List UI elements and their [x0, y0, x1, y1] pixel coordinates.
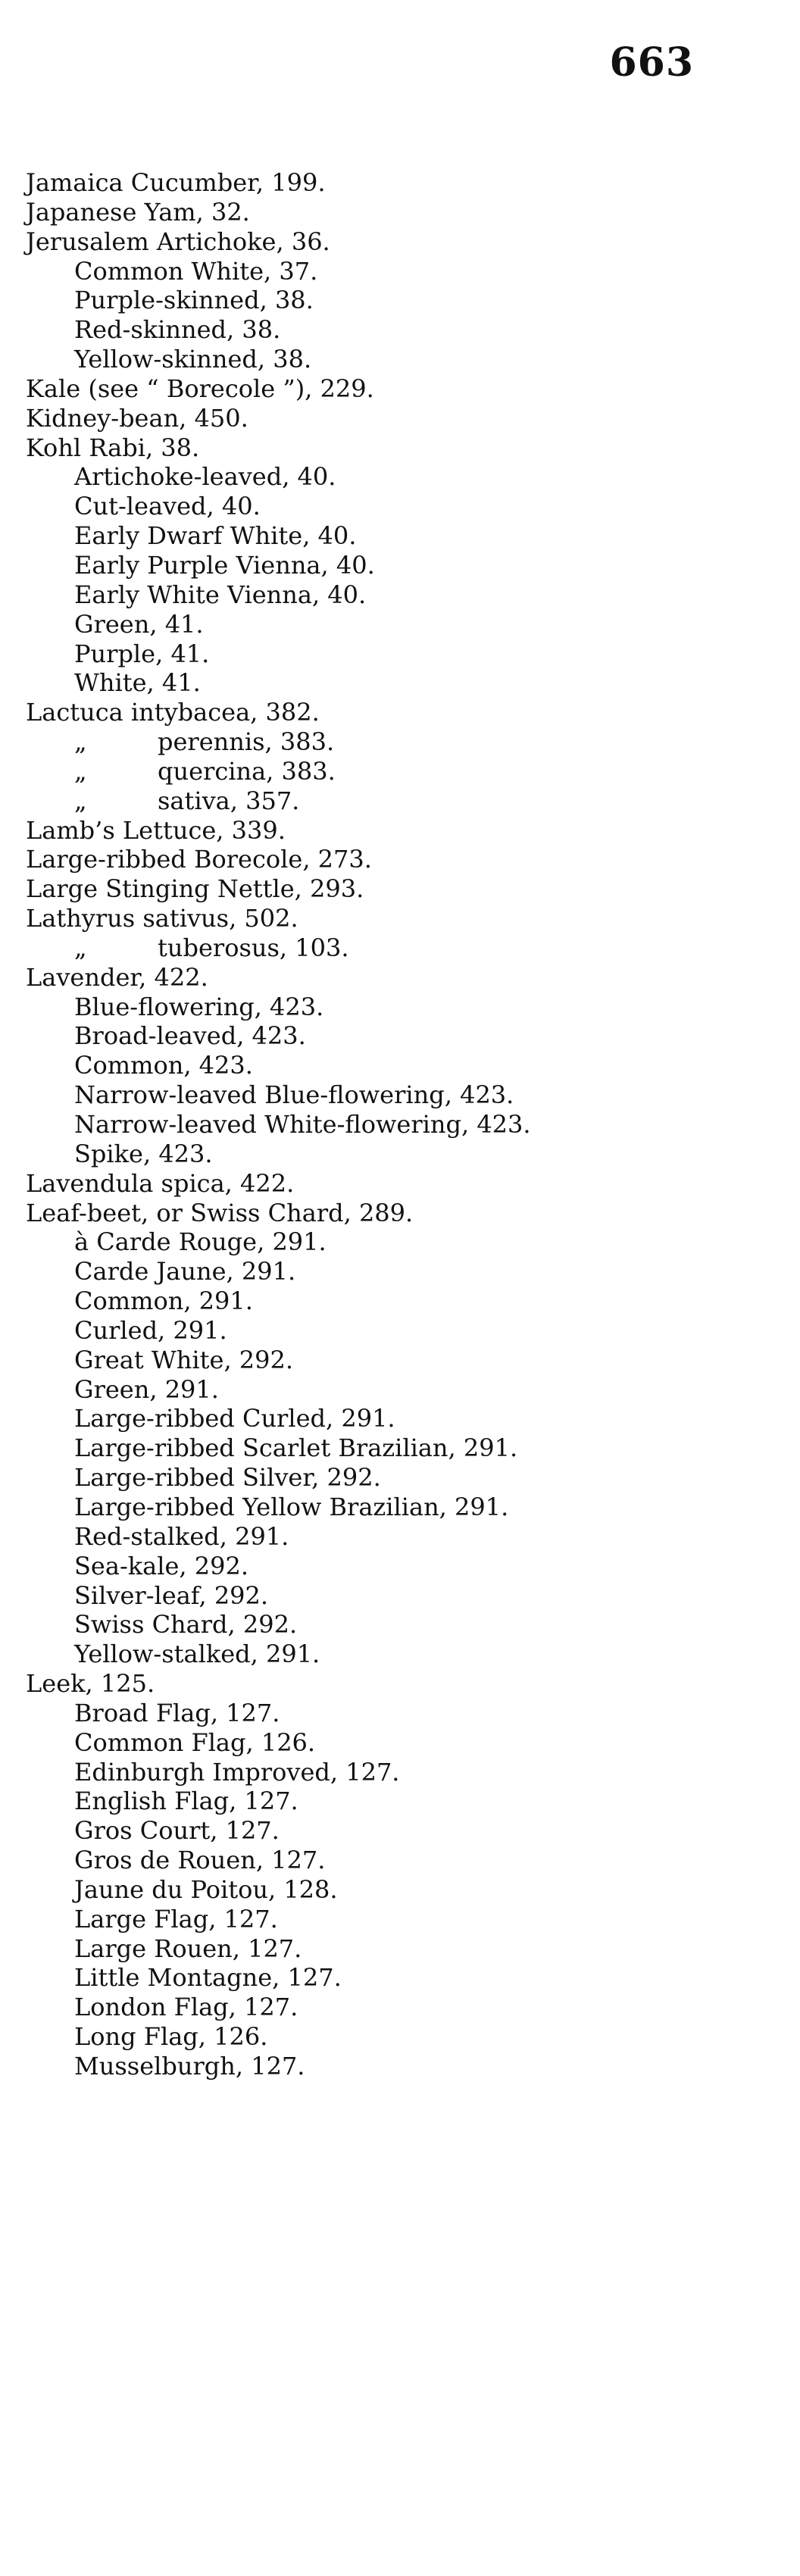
index-subentry: [26, 1816, 768, 1846]
entry-text: Little Montagne, 127.: [74, 1963, 342, 1993]
entry-text: Swiss Chard, 292.: [74, 1610, 298, 1640]
index-subentry: [26, 551, 768, 580]
index-list: [26, 168, 768, 2081]
index-subentry: [26, 1758, 768, 1787]
entry-text: à Carde Rouge, 291.: [74, 1227, 327, 1257]
index-subentry: [26, 315, 768, 345]
entry-text: Common Flag, 126.: [74, 1727, 316, 1757]
entry-text: Jerusalem Artichoke, 36.: [26, 227, 330, 256]
entry-text: Large Rouen, 127.: [74, 1934, 302, 1963]
entry-text: Gros Court, 127.: [74, 1816, 280, 1846]
entry-text: Large-ribbed Scarlet Brazilian, 291.: [74, 1433, 518, 1463]
ditto-mark: „: [74, 727, 87, 757]
ditto-mark: „: [74, 786, 87, 815]
index-subentry: [26, 1728, 768, 1758]
entry-text: Leek, 125.: [26, 1669, 155, 1699]
index-subentry: [26, 1316, 768, 1346]
entry-text: Common, 423.: [74, 1051, 253, 1080]
entry-text: Early Dwarf White, 40.: [74, 521, 357, 551]
entry-text: sativa, 357.: [158, 786, 300, 815]
entry-text: Green, 41.: [74, 609, 204, 639]
entry-text: Japanese Yam, 32.: [26, 197, 250, 227]
entry-text: tuberosus, 103.: [158, 933, 349, 962]
index-subentry: [26, 1699, 768, 1728]
entry-text: Artichoke-leaved, 40.: [74, 462, 336, 492]
entry-text: Leaf-beet, or Swiss Chard, 289.: [26, 1198, 414, 1227]
entry-text: Large-ribbed Curled, 291.: [74, 1404, 395, 1433]
index-subentry: [26, 786, 768, 816]
index-entry: [26, 1199, 768, 1228]
index-entry: [26, 168, 768, 198]
index-subentry: [26, 1375, 768, 1405]
entry-text: Broad Flag, 127.: [74, 1698, 280, 1727]
index-entry: [26, 433, 768, 463]
index-subentry: [26, 1051, 768, 1080]
entry-text: Narrow-leaved Blue-flowering, 423.: [74, 1080, 514, 1110]
entry-text: Purple-skinned, 38.: [74, 286, 314, 315]
index-subentry: [26, 668, 768, 698]
ditto-mark: „: [74, 756, 87, 786]
index-subentry: [26, 345, 768, 374]
index-subentry: [26, 2052, 768, 2081]
entry-text: Lavendula spica, 422.: [26, 1168, 295, 1198]
index-subentry: [26, 1110, 768, 1140]
entry-text: White, 41.: [74, 668, 201, 698]
index-subentry: [26, 1610, 768, 1640]
index-subentry: [26, 1993, 768, 2022]
entry-text: Large Flag, 127.: [74, 1904, 278, 1934]
entry-text: Large-ribbed Silver, 292.: [74, 1463, 381, 1493]
entry-text: Large-ribbed Yellow Brazilian, 291.: [74, 1492, 509, 1521]
index-subentry: [26, 727, 768, 757]
index-subentry: [26, 492, 768, 521]
index-subentry: [26, 1934, 768, 1964]
entry-text: Carde Jaune, 291.: [74, 1257, 296, 1286]
entry-text: perennis, 383.: [158, 727, 335, 757]
index-subentry: [26, 1463, 768, 1493]
index-entry: [26, 963, 768, 993]
index-subentry: [26, 462, 768, 492]
index-entry: [26, 1169, 768, 1199]
index-entry: [26, 374, 768, 404]
index-entry: [26, 904, 768, 933]
index-subentry: [26, 1286, 768, 1316]
index-entry: [26, 198, 768, 227]
index-subentry: [26, 1493, 768, 1522]
index-entry: [26, 845, 768, 874]
entry-text: Common, 291.: [74, 1286, 253, 1316]
index-subentry: [26, 521, 768, 551]
index-subentry: [26, 1552, 768, 1581]
entry-text: Red-stalked, 291.: [74, 1521, 289, 1551]
index-subentry: [26, 1080, 768, 1110]
entry-text: Yellow-stalked, 291.: [74, 1640, 320, 1669]
index-subentry: [26, 1021, 768, 1051]
entry-text: English Flag, 127.: [74, 1787, 298, 1816]
index-entry: [26, 1669, 768, 1699]
index-subentry: [26, 580, 768, 610]
entry-text: Gros de Rouen, 127.: [74, 1846, 326, 1875]
entry-text: quercina, 383.: [158, 756, 336, 786]
entry-text: Early White Vienna, 40.: [74, 580, 367, 609]
index-subentry: [26, 1404, 768, 1433]
entry-text: Spike, 423.: [74, 1139, 213, 1168]
entry-text: Kidney-bean, 450.: [26, 403, 248, 433]
entry-text: Common White, 37.: [74, 256, 318, 286]
entry-text: Large-ribbed Borecole, 273.: [26, 845, 372, 874]
index-entry: [26, 404, 768, 433]
entry-text: Silver-leaf, 292.: [74, 1580, 269, 1610]
entry-text: Lathyrus sativus, 502.: [26, 904, 298, 933]
entry-text: Edinburgh Improved, 127.: [74, 1757, 400, 1787]
entry-text: Kale (see “ Borecole ”), 229.: [26, 374, 374, 403]
entry-text: Yellow-skinned, 38.: [74, 345, 312, 374]
entry-text: Great White, 292.: [74, 1345, 294, 1374]
entry-text: London Flag, 127.: [74, 1993, 298, 2022]
page-number: 663: [609, 39, 694, 86]
index-subentry: [26, 1257, 768, 1286]
index-subentry: [26, 1640, 768, 1669]
index-entry: [26, 698, 768, 727]
entry-text: Sea-kale, 292.: [74, 1551, 248, 1580]
index-subentry: [26, 1787, 768, 1816]
index-entry: [26, 816, 768, 846]
entry-text: Musselburgh, 127.: [74, 2052, 305, 2080]
index-subentry: [26, 993, 768, 1022]
index-subentry: [26, 610, 768, 639]
index-subentry: [26, 933, 768, 963]
ditto-mark: „: [74, 933, 87, 962]
index-subentry: [26, 757, 768, 786]
index-subentry: [26, 1433, 768, 1463]
index-subentry: [26, 1875, 768, 1905]
entry-text: Jamaica Cucumber, 199.: [26, 168, 326, 197]
entry-text: Purple, 41.: [74, 639, 210, 668]
entry-text: Lactuca intybacea, 382.: [26, 698, 320, 727]
entry-text: Curled, 291.: [74, 1315, 227, 1345]
index-subentry: [26, 1227, 768, 1257]
entry-text: Lavender, 422.: [26, 962, 208, 992]
entry-text: Large Stinging Nettle, 293.: [26, 874, 364, 904]
entry-text: Green, 291.: [74, 1374, 219, 1404]
entry-text: Red-skinned, 38.: [74, 315, 281, 345]
index-subentry: [26, 1905, 768, 1934]
index-subentry: [26, 1522, 768, 1552]
entry-text: Narrow-leaved White-flowering, 423.: [74, 1110, 531, 1139]
entry-text: Long Flag, 126.: [74, 2022, 268, 2052]
entry-text: Broad-leaved, 423.: [74, 1021, 306, 1051]
entry-text: Early Purple Vienna, 40.: [74, 550, 375, 580]
index-subentry: [26, 1140, 768, 1169]
index-entry: [26, 227, 768, 257]
index-subentry: [26, 1963, 768, 1993]
index-subentry: [26, 639, 768, 669]
index-subentry: [26, 257, 768, 286]
index-subentry: [26, 1581, 768, 1611]
entry-text: Lamb’s Lettuce, 339.: [26, 815, 286, 845]
entry-text: Jaune du Poitou, 128.: [74, 1874, 338, 1904]
index-subentry: [26, 1846, 768, 1875]
index-subentry: [26, 1346, 768, 1375]
index-subentry: [26, 286, 768, 315]
entry-text: Cut-leaved, 40.: [74, 492, 261, 521]
entry-text: Kohl Rabi, 38.: [26, 433, 200, 462]
entry-text: Blue-flowering, 423.: [74, 992, 324, 1021]
index-entry: [26, 874, 768, 904]
index-subentry: [26, 2022, 768, 2052]
